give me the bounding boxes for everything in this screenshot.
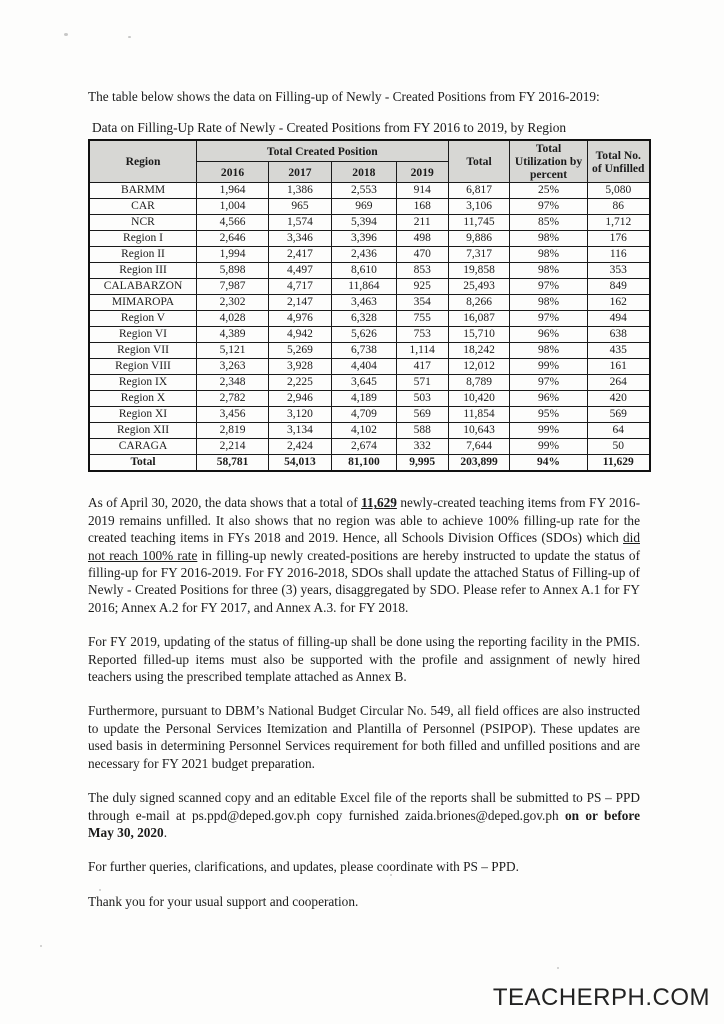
cell-2017: 3,346 bbox=[269, 231, 332, 247]
filling-up-table bbox=[88, 139, 651, 472]
cell-2019: 569 bbox=[396, 407, 448, 423]
cell-2019: 914 bbox=[396, 183, 448, 199]
scan-speckle bbox=[128, 36, 131, 38]
cell-2019: 503 bbox=[396, 391, 448, 407]
cell-2016: 3,263 bbox=[197, 359, 269, 375]
scan-speckle bbox=[390, 874, 392, 876]
cell-total: 18,242 bbox=[448, 343, 510, 359]
cell-2018: 3,645 bbox=[331, 375, 396, 391]
table-row-calabarzon bbox=[89, 279, 650, 295]
cell-unfilled: 176 bbox=[587, 231, 650, 247]
cell-utilization: 96% bbox=[510, 391, 587, 407]
cell-2018: 2,553 bbox=[331, 183, 396, 199]
table-total-row bbox=[89, 455, 650, 472]
cell-utilization: 25% bbox=[510, 183, 587, 199]
cell-2016: 5,121 bbox=[197, 343, 269, 359]
cell-region: MIMAROPA bbox=[89, 295, 197, 311]
cell-2016: 2,302 bbox=[197, 295, 269, 311]
cell-2017: 1,386 bbox=[269, 183, 332, 199]
cell-utilization: 98% bbox=[510, 231, 587, 247]
cell-2017: 2,225 bbox=[269, 375, 332, 391]
deadline-highlight: on or before May 30, 2020 bbox=[88, 807, 640, 840]
cell-2019: 470 bbox=[396, 247, 448, 263]
cell-2018: 2,436 bbox=[331, 247, 396, 263]
cell-2016: 4,389 bbox=[197, 327, 269, 343]
cell-2017: 3,120 bbox=[269, 407, 332, 423]
cell-total: 3,106 bbox=[448, 199, 510, 215]
cell-region: Region XI bbox=[89, 407, 197, 423]
cell-total: 11,745 bbox=[448, 215, 510, 231]
text-run: . bbox=[163, 824, 168, 840]
table-row-region-3 bbox=[89, 263, 650, 279]
cell-2016: 1,004 bbox=[197, 199, 269, 215]
cell-unfilled: 494 bbox=[587, 311, 650, 327]
scan-speckle bbox=[64, 33, 68, 36]
cell-2016: 3,456 bbox=[197, 407, 269, 423]
cell-2018: 11,864 bbox=[331, 279, 396, 295]
cell-2016: 2,819 bbox=[197, 423, 269, 439]
cell-2018: 2,674 bbox=[331, 439, 396, 455]
text-run: newly-created teaching items from FY 2016-2019 remains unfilled. It also shows that no region was able to achieve 100% filling-up rate for the created teaching items in FYs 2018 and 2019. Hence, all Schools Division Offices (SDOs) which bbox=[88, 495, 640, 546]
cell-unfilled: 161 bbox=[587, 359, 650, 375]
cell-total: 19,858 bbox=[448, 263, 510, 279]
cell-2019: 753 bbox=[396, 327, 448, 343]
cell-total: 8,266 bbox=[448, 295, 510, 311]
table-row-car bbox=[89, 199, 650, 215]
cell-2019: 332 bbox=[396, 439, 448, 455]
cell-region: BARMM bbox=[89, 183, 197, 199]
cell-total: 25,493 bbox=[448, 279, 510, 295]
text-run: The duly signed scanned copy and an editable Excel file of the reports shall be submitted to PS – PPD through e-mail at ps.ppd@deped.gov.ph copy furnished zaida.briones@deped.gov.ph bbox=[88, 790, 640, 823]
table-row-region-9 bbox=[89, 375, 650, 391]
cell-total: 8,789 bbox=[448, 375, 510, 391]
cell-2017: 54,013 bbox=[269, 455, 332, 472]
cell-2018: 4,404 bbox=[331, 359, 396, 375]
cell-utilization: 99% bbox=[510, 439, 587, 455]
text-run: As of April 30, 2020, the data shows that a total of bbox=[88, 495, 362, 511]
watermark-teacherph: TEACHERPH.COM bbox=[492, 984, 710, 1011]
underlined-phrase: did not reach 100% rate bbox=[88, 530, 640, 563]
cell-2017: 2,417 bbox=[269, 247, 332, 263]
cell-2016: 4,566 bbox=[197, 215, 269, 231]
table-row-region-8 bbox=[89, 359, 650, 375]
cell-region: Region V bbox=[89, 311, 197, 327]
cell-2018: 969 bbox=[331, 199, 396, 215]
cell-2018: 6,328 bbox=[331, 311, 396, 327]
cell-2016: 1,994 bbox=[197, 247, 269, 263]
cell-2018: 5,394 bbox=[331, 215, 396, 231]
cell-2019: 168 bbox=[396, 199, 448, 215]
table-row-region-6 bbox=[89, 327, 650, 343]
cell-utilization: 98% bbox=[510, 247, 587, 263]
table-row-caraga bbox=[89, 439, 650, 455]
table-row-ncr bbox=[89, 215, 650, 231]
cell-utilization: 99% bbox=[510, 359, 587, 375]
cell-total: 15,710 bbox=[448, 327, 510, 343]
cell-unfilled: 86 bbox=[587, 199, 650, 215]
header-created-position-group: Total Created Position bbox=[197, 140, 449, 162]
cell-total: 16,087 bbox=[448, 311, 510, 327]
cell-region: Region VII bbox=[89, 343, 197, 359]
paragraph-thanks: Thank you for your usual support and cooperation. bbox=[88, 893, 359, 909]
paragraph-psipop: Furthermore, pursuant to DBM’s National Budget Circular No. 549, all field offices are also instructed to update the Personal Services Itemization and Plantilla of Personnel (PSIPOP). These updates are used basis in determining Personnel Services requirement for both filled and unfilled positions and are necessary for FY 2021 budget preparation. bbox=[88, 703, 640, 771]
cell-region: Region XII bbox=[89, 423, 197, 439]
table-row-region-12 bbox=[89, 423, 650, 439]
cell-region: CALABARZON bbox=[89, 279, 197, 295]
cell-unfilled: 50 bbox=[587, 439, 650, 455]
cell-unfilled: 353 bbox=[587, 263, 650, 279]
table-row-mimaropa bbox=[89, 295, 650, 311]
cell-region: CARAGA bbox=[89, 439, 197, 455]
cell-utilization: 96% bbox=[510, 327, 587, 343]
cell-2016: 1,964 bbox=[197, 183, 269, 199]
header-utilization: Total Utilization by percent bbox=[510, 140, 587, 183]
cell-2016: 2,348 bbox=[197, 375, 269, 391]
header-total: Total bbox=[448, 140, 510, 183]
cell-utilization: 94% bbox=[510, 455, 587, 472]
cell-2019: 588 bbox=[396, 423, 448, 439]
cell-2017: 3,134 bbox=[269, 423, 332, 439]
cell-2019: 417 bbox=[396, 359, 448, 375]
cell-2017: 4,497 bbox=[269, 263, 332, 279]
cell-utilization: 97% bbox=[510, 375, 587, 391]
paragraph-fy2019: For FY 2019, updating of the status of filling-up shall be done using the reporting facility in the PMIS. Reported filled-up items must also be supported with the profile and assignment of newly hired teachers using the prescribed template attached as Annex B. bbox=[88, 634, 640, 685]
header-year-2019: 2019 bbox=[396, 162, 448, 183]
cell-unfilled: 5,080 bbox=[587, 183, 650, 199]
cell-region: Region VI bbox=[89, 327, 197, 343]
cell-unfilled: 116 bbox=[587, 247, 650, 263]
cell-2019: 498 bbox=[396, 231, 448, 247]
cell-2018: 6,738 bbox=[331, 343, 396, 359]
cell-2019: 571 bbox=[396, 375, 448, 391]
cell-2016: 2,646 bbox=[197, 231, 269, 247]
cell-2017: 2,424 bbox=[269, 439, 332, 455]
header-year-2016: 2016 bbox=[197, 162, 269, 183]
cell-2018: 4,102 bbox=[331, 423, 396, 439]
cell-total: 7,644 bbox=[448, 439, 510, 455]
cell-total: 11,854 bbox=[448, 407, 510, 423]
cell-unfilled: 64 bbox=[587, 423, 650, 439]
cell-region: Region I bbox=[89, 231, 197, 247]
cell-unfilled: 162 bbox=[587, 295, 650, 311]
cell-2016: 2,214 bbox=[197, 439, 269, 455]
cell-2017: 965 bbox=[269, 199, 332, 215]
cell-utilization: 98% bbox=[510, 343, 587, 359]
paragraph-submission bbox=[88, 789, 640, 841]
text-run: in filling-up newly created-positions are hereby instructed to update the status of filling-up for FY 2016-2019. For FY 2016-2018, SDOs shall update the attached Status of Filling-up of Newly - Created Positions for three (3) years, disaggregated by SDO. Please refer to Annex A.1 for FY 2016; Annex A.2 for FY 2017, and Annex A.3. for FY 2018. bbox=[88, 547, 640, 615]
cell-2018: 4,709 bbox=[331, 407, 396, 423]
cell-2017: 4,942 bbox=[269, 327, 332, 343]
cell-2018: 5,626 bbox=[331, 327, 396, 343]
cell-unfilled: 435 bbox=[587, 343, 650, 359]
table-row-barmm bbox=[89, 183, 650, 199]
paragraph-summary bbox=[88, 494, 640, 616]
cell-2016: 7,987 bbox=[197, 279, 269, 295]
cell-2019: 354 bbox=[396, 295, 448, 311]
cell-total: 203,899 bbox=[448, 455, 510, 472]
cell-total: 9,886 bbox=[448, 231, 510, 247]
cell-2018: 3,396 bbox=[331, 231, 396, 247]
header-unfilled: Total No. of Unfilled bbox=[587, 140, 650, 183]
cell-region: Region X bbox=[89, 391, 197, 407]
header-region: Region bbox=[89, 140, 197, 183]
cell-2017: 4,976 bbox=[269, 311, 332, 327]
cell-region: CAR bbox=[89, 199, 197, 215]
cell-utilization: 85% bbox=[510, 215, 587, 231]
table-row-region-5 bbox=[89, 311, 650, 327]
table-row-region-10 bbox=[89, 391, 650, 407]
cell-2018: 3,463 bbox=[331, 295, 396, 311]
cell-2019: 925 bbox=[396, 279, 448, 295]
cell-region: Region III bbox=[89, 263, 197, 279]
cell-total: 12,012 bbox=[448, 359, 510, 375]
scan-speckle bbox=[557, 967, 559, 969]
cell-2016: 4,028 bbox=[197, 311, 269, 327]
cell-2019: 9,995 bbox=[396, 455, 448, 472]
cell-2019: 755 bbox=[396, 311, 448, 327]
cell-unfilled: 849 bbox=[587, 279, 650, 295]
header-year-2017: 2017 bbox=[269, 162, 332, 183]
paragraph-queries: For further queries, clarifications, and updates, please coordinate with PS – PPD. bbox=[88, 859, 519, 875]
table-row-region-11 bbox=[89, 407, 650, 423]
scan-speckle bbox=[40, 945, 42, 947]
cell-2018: 81,100 bbox=[331, 455, 396, 472]
cell-total: 6,817 bbox=[448, 183, 510, 199]
table-row-region-7 bbox=[89, 343, 650, 359]
cell-unfilled: 11,629 bbox=[587, 455, 650, 472]
cell-2016: 5,898 bbox=[197, 263, 269, 279]
cell-utilization: 99% bbox=[510, 423, 587, 439]
cell-total: 7,317 bbox=[448, 247, 510, 263]
table-row-region-2 bbox=[89, 247, 650, 263]
cell-utilization: 97% bbox=[510, 279, 587, 295]
cell-total: 10,643 bbox=[448, 423, 510, 439]
cell-2017: 3,928 bbox=[269, 359, 332, 375]
cell-unfilled: 420 bbox=[587, 391, 650, 407]
table-title: Data on Filling-Up Rate of Newly - Created Positions from FY 2016 to 2019, by Region bbox=[92, 120, 567, 136]
cell-2018: 4,189 bbox=[331, 391, 396, 407]
cell-region-total-label: Total bbox=[89, 455, 197, 472]
cell-2017: 2,946 bbox=[269, 391, 332, 407]
cell-utilization: 97% bbox=[510, 199, 587, 215]
cell-utilization: 98% bbox=[510, 263, 587, 279]
cell-unfilled: 1,712 bbox=[587, 215, 650, 231]
cell-2016: 58,781 bbox=[197, 455, 269, 472]
table-header-row-1 bbox=[89, 140, 650, 162]
cell-unfilled: 264 bbox=[587, 375, 650, 391]
cell-unfilled: 569 bbox=[587, 407, 650, 423]
cell-2019: 1,114 bbox=[396, 343, 448, 359]
cell-2019: 853 bbox=[396, 263, 448, 279]
cell-2018: 8,610 bbox=[331, 263, 396, 279]
cell-2017: 4,717 bbox=[269, 279, 332, 295]
cell-2017: 2,147 bbox=[269, 295, 332, 311]
cell-utilization: 98% bbox=[510, 295, 587, 311]
table-row-region-1 bbox=[89, 231, 650, 247]
cell-region: Region VIII bbox=[89, 359, 197, 375]
cell-utilization: 95% bbox=[510, 407, 587, 423]
cell-region: Region IX bbox=[89, 375, 197, 391]
cell-2019: 211 bbox=[396, 215, 448, 231]
document-content bbox=[88, 88, 645, 910]
cell-utilization: 97% bbox=[510, 311, 587, 327]
cell-region: Region II bbox=[89, 247, 197, 263]
header-year-2018: 2018 bbox=[331, 162, 396, 183]
cell-2017: 1,574 bbox=[269, 215, 332, 231]
scan-speckle bbox=[99, 889, 101, 891]
cell-2017: 5,269 bbox=[269, 343, 332, 359]
cell-unfilled: 638 bbox=[587, 327, 650, 343]
unfilled-total-highlight: 11,629 bbox=[361, 495, 397, 511]
cell-2016: 2,782 bbox=[197, 391, 269, 407]
cell-region: NCR bbox=[89, 215, 197, 231]
intro-paragraph: The table below shows the data on Filling-up of Newly - Created Positions from FY 2016-2019: bbox=[88, 89, 600, 104]
cell-total: 10,420 bbox=[448, 391, 510, 407]
